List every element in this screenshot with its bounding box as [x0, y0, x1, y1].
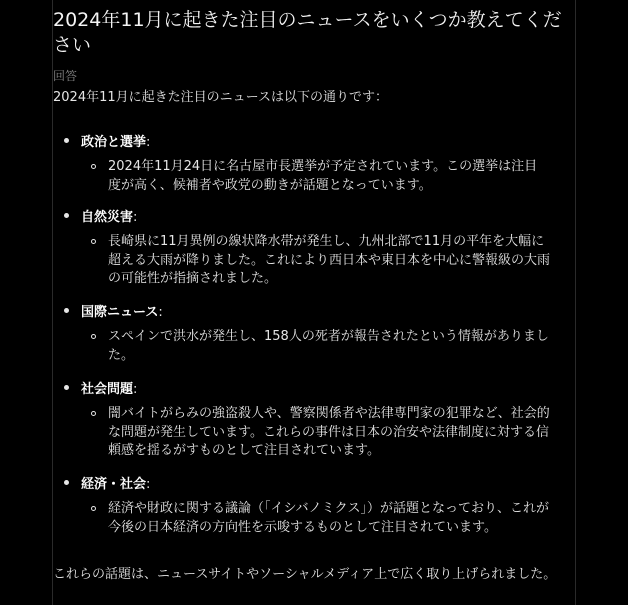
- topic-heading: 自然災害: [81, 210, 134, 225]
- topic-details: [81, 328, 565, 365]
- topic-heading: 社会問題: [81, 382, 134, 397]
- detail-item: [81, 233, 556, 289]
- detail-item: [81, 500, 556, 537]
- topic-colon: :: [146, 135, 151, 150]
- hollow-bullet-icon: [91, 334, 96, 339]
- topic-details: [81, 500, 556, 537]
- hollow-bullet-icon: [91, 164, 96, 169]
- hollow-bullet-icon: [91, 411, 96, 416]
- topic-heading: 国際ニュース: [81, 305, 159, 320]
- detail-text: スペインで洪水が発生し、158人の死者が報告されたという情報がありました。: [108, 329, 549, 363]
- topic-colon: :: [158, 305, 163, 320]
- detail-text: 長崎県に11月異例の線状降水帯が発生し、九州北部で11月の平年を大幅に超える大雨が降りました。これにより西日本や東日本を中心に警報級の大雨の可能性が指摘されました。: [108, 234, 551, 286]
- topic-colon: :: [133, 210, 138, 225]
- bullet-icon: [64, 138, 69, 143]
- topic-list: [53, 131, 568, 537]
- detail-text: 闇バイトがらみの強盗殺人や、警察関係者や法律専門家の犯罪など、社会的な問題が発生しています。これらの事件は日本の治安や法律制度に対する信頼感を揺るがすものとして注目されています。: [108, 406, 550, 458]
- detail-item: [81, 158, 541, 195]
- topic-heading: 政治と選挙: [81, 135, 147, 150]
- topic-details: [81, 233, 556, 289]
- answer-intro: 2024年11月に起きた注目のニュースは以下の通りです：: [53, 90, 388, 105]
- topic-item-politics: [53, 131, 568, 206]
- detail-text: 2024年11月24日に名古屋市長選挙が予定されています。この選挙は注目度が高く、候補者や政党の動きが話題となっています。: [108, 159, 538, 193]
- question-title: 2024年11月に起きた注目のニュースをいくつか教えてください: [53, 9, 562, 56]
- topic-item-disaster: [53, 206, 568, 301]
- topic-item-social: [53, 378, 568, 473]
- answer-conclusion: これらの話題は、ニュースサイトやソーシャルメディア上で広く取り上げられました。: [53, 567, 557, 582]
- hollow-bullet-icon: [91, 506, 96, 511]
- hollow-bullet-icon: [91, 239, 96, 244]
- topic-details: [81, 405, 556, 461]
- answer-label: 回答: [53, 69, 78, 83]
- bullet-icon: [64, 480, 69, 485]
- detail-item: [81, 405, 556, 461]
- topic-item-international: [53, 301, 568, 378]
- topic-colon: :: [133, 382, 138, 397]
- topic-details: [81, 158, 541, 195]
- topic-heading: 経済・社会: [81, 477, 147, 492]
- topic-item-economy: [53, 473, 568, 537]
- bullet-icon: [64, 213, 69, 218]
- topic-colon: :: [146, 477, 151, 492]
- detail-item: [81, 328, 565, 365]
- bullet-icon: [64, 385, 69, 390]
- bullet-icon: [64, 308, 69, 313]
- detail-text: 経済や財政に関する議論（「イシバノミクス」）が話題となっており、これが今後の日本経済の方向性を示唆するものとして注目されています。: [108, 501, 549, 535]
